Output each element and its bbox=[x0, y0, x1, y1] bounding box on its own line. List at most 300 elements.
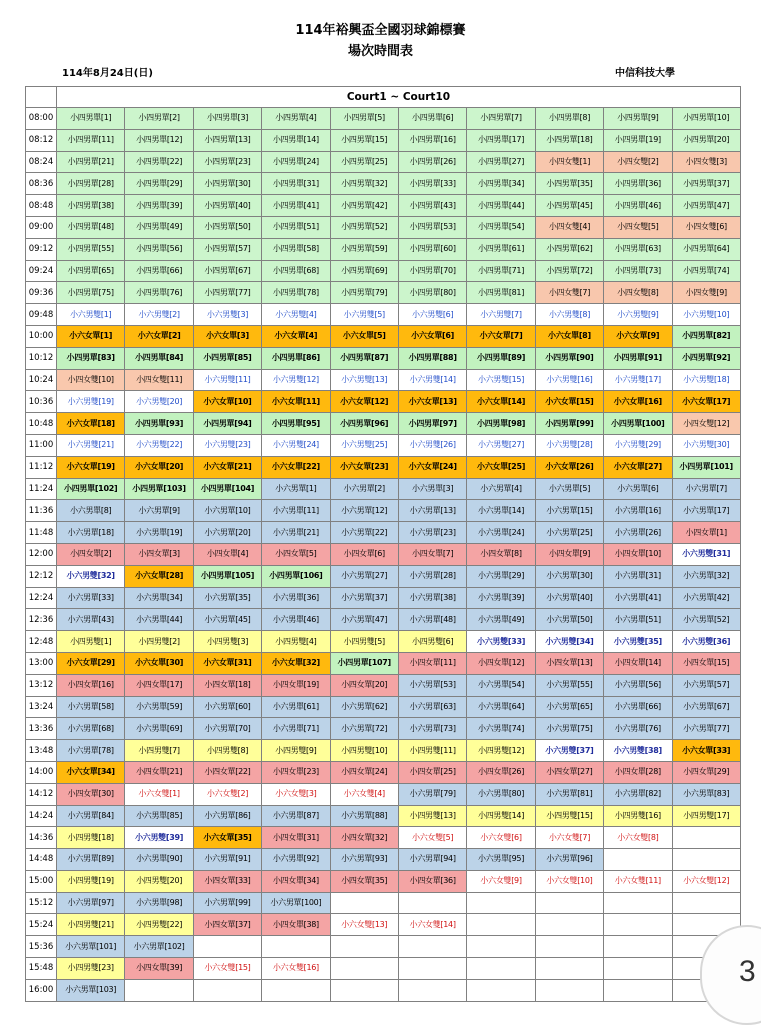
empty-cell bbox=[193, 979, 261, 1001]
time-slot: 08:24 bbox=[26, 151, 57, 173]
schedule-row bbox=[26, 522, 741, 544]
match-cell: 小四女單[10] bbox=[604, 543, 672, 565]
match-cell: 小四男單[37] bbox=[672, 173, 740, 195]
match-cell: 小六男單[34] bbox=[125, 587, 193, 609]
match-cell: 小四男雙[15] bbox=[535, 805, 603, 827]
match-cell: 小六女單[14] bbox=[467, 391, 535, 413]
match-cell: 小六男雙[1] bbox=[57, 304, 125, 326]
schedule-row bbox=[26, 849, 741, 871]
match-cell: 小四女雙[7] bbox=[535, 282, 603, 304]
empty-cell bbox=[330, 958, 398, 980]
match-cell: 小四男單[67] bbox=[193, 260, 261, 282]
match-cell: 小六男單[40] bbox=[535, 587, 603, 609]
match-cell: 小六男單[58] bbox=[57, 696, 125, 718]
empty-cell bbox=[398, 892, 466, 914]
time-slot: 11:36 bbox=[26, 500, 57, 522]
match-cell: 小六女雙[5] bbox=[398, 827, 466, 849]
match-cell: 小四男單[107] bbox=[330, 652, 398, 674]
match-cell: 小六女雙[16] bbox=[262, 958, 330, 980]
match-cell: 小四女單[2] bbox=[57, 543, 125, 565]
match-cell: 小四女單[36] bbox=[398, 870, 466, 892]
time-slot: 15:00 bbox=[26, 870, 57, 892]
match-cell: 小六男單[69] bbox=[125, 718, 193, 740]
match-cell: 小六男單[15] bbox=[535, 500, 603, 522]
match-cell: 小四男單[83] bbox=[57, 347, 125, 369]
schedule-row bbox=[26, 151, 741, 173]
page-number: 3 bbox=[739, 955, 756, 988]
match-cell: 小六男單[60] bbox=[193, 696, 261, 718]
match-cell: 小四男單[61] bbox=[467, 238, 535, 260]
match-cell: 小六男單[43] bbox=[57, 609, 125, 631]
match-cell: 小四男單[56] bbox=[125, 238, 193, 260]
match-cell: 小六女單[18] bbox=[57, 413, 125, 435]
match-cell: 小六男單[91] bbox=[193, 849, 261, 871]
schedule-row bbox=[26, 609, 741, 631]
match-cell: 小四男單[27] bbox=[467, 151, 535, 173]
match-cell: 小四男單[38] bbox=[57, 195, 125, 217]
match-cell: 小六女雙[2] bbox=[193, 783, 261, 805]
empty-cell bbox=[193, 936, 261, 958]
match-cell: 小六男單[8] bbox=[57, 500, 125, 522]
time-slot: 14:36 bbox=[26, 827, 57, 849]
match-cell: 小六女雙[13] bbox=[330, 914, 398, 936]
match-cell: 小四女單[32] bbox=[330, 827, 398, 849]
match-cell: 小六男雙[31] bbox=[672, 543, 740, 565]
match-cell: 小四男雙[21] bbox=[57, 914, 125, 936]
empty-cell bbox=[604, 892, 672, 914]
schedule-row bbox=[26, 195, 741, 217]
match-cell: 小四男單[85] bbox=[193, 347, 261, 369]
match-cell: 小四女單[31] bbox=[262, 827, 330, 849]
match-cell: 小六女單[15] bbox=[535, 391, 603, 413]
match-cell: 小六女單[27] bbox=[604, 456, 672, 478]
match-cell: 小四男單[52] bbox=[330, 216, 398, 238]
match-cell: 小四男單[23] bbox=[193, 151, 261, 173]
match-cell: 小四男單[49] bbox=[125, 216, 193, 238]
match-cell: 小六男單[96] bbox=[535, 849, 603, 871]
match-cell: 小四男單[95] bbox=[262, 413, 330, 435]
match-cell: 小四女單[38] bbox=[262, 914, 330, 936]
schedule-row bbox=[26, 740, 741, 762]
match-cell: 小四女雙[9] bbox=[672, 282, 740, 304]
match-cell: 小四男單[91] bbox=[604, 347, 672, 369]
match-cell: 小六男單[67] bbox=[672, 696, 740, 718]
match-cell: 小四女單[23] bbox=[262, 761, 330, 783]
match-cell: 小四男單[19] bbox=[604, 129, 672, 151]
empty-cell bbox=[398, 958, 466, 980]
match-cell: 小六男單[92] bbox=[262, 849, 330, 871]
match-cell: 小四男單[60] bbox=[398, 238, 466, 260]
match-cell: 小六男單[3] bbox=[398, 478, 466, 500]
match-cell: 小六男單[7] bbox=[672, 478, 740, 500]
match-cell: 小六男單[19] bbox=[125, 522, 193, 544]
match-cell: 小四男單[28] bbox=[57, 173, 125, 195]
match-cell: 小四男雙[18] bbox=[57, 827, 125, 849]
empty-cell bbox=[672, 892, 740, 914]
match-cell: 小六男單[98] bbox=[125, 892, 193, 914]
schedule-row bbox=[26, 347, 741, 369]
match-cell: 小六男單[38] bbox=[398, 587, 466, 609]
match-cell: 小四女單[39] bbox=[125, 958, 193, 980]
match-cell: 小四女單[3] bbox=[125, 543, 193, 565]
match-cell: 小六男單[29] bbox=[467, 565, 535, 587]
match-cell: 小四男單[97] bbox=[398, 413, 466, 435]
match-cell: 小六女單[24] bbox=[398, 456, 466, 478]
empty-cell bbox=[330, 892, 398, 914]
match-cell: 小四男單[53] bbox=[398, 216, 466, 238]
match-cell: 小六男單[46] bbox=[262, 609, 330, 631]
match-cell: 小六男單[54] bbox=[467, 674, 535, 696]
match-cell: 小六男單[32] bbox=[672, 565, 740, 587]
match-cell: 小六男單[6] bbox=[604, 478, 672, 500]
schedule-row bbox=[26, 304, 741, 326]
match-cell: 小六男雙[7] bbox=[467, 304, 535, 326]
match-cell: 小四女單[5] bbox=[262, 543, 330, 565]
match-cell: 小六女單[22] bbox=[262, 456, 330, 478]
time-slot: 08:00 bbox=[26, 108, 57, 130]
match-cell: 小四男單[21] bbox=[57, 151, 125, 173]
match-cell: 小六女單[6] bbox=[398, 325, 466, 347]
schedule-row bbox=[26, 369, 741, 391]
match-cell: 小六女單[5] bbox=[330, 325, 398, 347]
time-slot: 16:00 bbox=[26, 979, 57, 1001]
match-cell: 小四男單[72] bbox=[535, 260, 603, 282]
match-cell: 小四女單[12] bbox=[467, 652, 535, 674]
schedule-table bbox=[25, 86, 741, 1002]
match-cell: 小六男單[74] bbox=[467, 718, 535, 740]
match-cell: 小六男單[5] bbox=[535, 478, 603, 500]
match-cell: 小六男單[83] bbox=[672, 783, 740, 805]
match-cell: 小六男單[84] bbox=[57, 805, 125, 827]
match-cell: 小六男雙[17] bbox=[604, 369, 672, 391]
match-cell: 小六男雙[11] bbox=[193, 369, 261, 391]
time-slot: 11:24 bbox=[26, 478, 57, 500]
empty-cell bbox=[535, 936, 603, 958]
time-slot: 13:12 bbox=[26, 674, 57, 696]
match-cell: 小四男單[98] bbox=[467, 413, 535, 435]
match-cell: 小四男單[8] bbox=[535, 108, 603, 130]
match-cell: 小四男單[50] bbox=[193, 216, 261, 238]
time-slot: 11:48 bbox=[26, 522, 57, 544]
time-slot: 08:12 bbox=[26, 129, 57, 151]
match-cell: 小四女雙[12] bbox=[672, 413, 740, 435]
match-cell: 小六男雙[34] bbox=[535, 631, 603, 653]
schedule-row bbox=[26, 391, 741, 413]
match-cell: 小六女雙[9] bbox=[467, 870, 535, 892]
match-cell: 小六女單[7] bbox=[467, 325, 535, 347]
match-cell: 小四男單[9] bbox=[604, 108, 672, 130]
match-cell: 小四男單[82] bbox=[672, 325, 740, 347]
match-cell: 小六男雙[12] bbox=[262, 369, 330, 391]
empty-cell bbox=[262, 936, 330, 958]
empty-cell bbox=[262, 979, 330, 1001]
venue-name: 中信科技大學 bbox=[615, 68, 675, 79]
schedule-row bbox=[26, 500, 741, 522]
match-cell: 小四男單[33] bbox=[398, 173, 466, 195]
schedule-row bbox=[26, 674, 741, 696]
match-cell: 小六女單[12] bbox=[330, 391, 398, 413]
match-cell: 小六女單[1] bbox=[57, 325, 125, 347]
match-cell: 小六男雙[9] bbox=[604, 304, 672, 326]
schedule-row bbox=[26, 652, 741, 674]
time-slot: 10:36 bbox=[26, 391, 57, 413]
match-cell: 小四女單[26] bbox=[467, 761, 535, 783]
match-cell: 小六女雙[8] bbox=[604, 827, 672, 849]
match-cell: 小六男雙[33] bbox=[467, 631, 535, 653]
match-cell: 小六男雙[18] bbox=[672, 369, 740, 391]
match-cell: 小四男單[89] bbox=[467, 347, 535, 369]
match-cell: 小六女單[28] bbox=[125, 565, 193, 587]
match-cell: 小六男單[62] bbox=[330, 696, 398, 718]
match-cell: 小四女單[29] bbox=[672, 761, 740, 783]
match-cell: 小四男單[74] bbox=[672, 260, 740, 282]
match-cell: 小四女單[7] bbox=[398, 543, 466, 565]
match-cell: 小四男雙[19] bbox=[57, 870, 125, 892]
match-cell: 小六男單[36] bbox=[262, 587, 330, 609]
match-cell: 小六女單[29] bbox=[57, 652, 125, 674]
match-cell: 小六男單[68] bbox=[57, 718, 125, 740]
match-cell: 小四男單[92] bbox=[672, 347, 740, 369]
match-cell: 小六女單[26] bbox=[535, 456, 603, 478]
time-slot: 13:36 bbox=[26, 718, 57, 740]
match-cell: 小四女單[8] bbox=[467, 543, 535, 565]
event-date: 114年8月24日(日) bbox=[62, 68, 153, 79]
match-cell: 小六男雙[16] bbox=[535, 369, 603, 391]
match-cell: 小四女單[37] bbox=[193, 914, 261, 936]
match-cell: 小四男單[29] bbox=[125, 173, 193, 195]
match-cell: 小四女單[16] bbox=[57, 674, 125, 696]
schedule-row bbox=[26, 587, 741, 609]
match-cell: 小六男雙[38] bbox=[604, 740, 672, 762]
match-cell: 小六男單[65] bbox=[535, 696, 603, 718]
empty-cell bbox=[467, 979, 535, 1001]
match-cell: 小四男雙[10] bbox=[330, 740, 398, 762]
match-cell: 小四女雙[4] bbox=[535, 216, 603, 238]
match-cell: 小六男單[72] bbox=[330, 718, 398, 740]
match-cell: 小四男單[75] bbox=[57, 282, 125, 304]
schedule-row bbox=[26, 434, 741, 456]
match-cell: 小六女單[2] bbox=[125, 325, 193, 347]
match-cell: 小四男雙[22] bbox=[125, 914, 193, 936]
match-cell: 小六女單[33] bbox=[672, 740, 740, 762]
match-cell: 小四女單[1] bbox=[672, 522, 740, 544]
match-cell: 小六男單[97] bbox=[57, 892, 125, 914]
match-cell: 小六男單[88] bbox=[330, 805, 398, 827]
match-cell: 小四女單[24] bbox=[330, 761, 398, 783]
match-cell: 小四男單[40] bbox=[193, 195, 261, 217]
match-cell: 小六男單[37] bbox=[330, 587, 398, 609]
empty-cell bbox=[672, 849, 740, 871]
match-cell: 小四男單[15] bbox=[330, 129, 398, 151]
match-cell: 小四女雙[2] bbox=[604, 151, 672, 173]
schedule-row bbox=[26, 173, 741, 195]
match-cell: 小四男單[47] bbox=[672, 195, 740, 217]
match-cell: 小六女單[35] bbox=[193, 827, 261, 849]
match-cell: 小四男單[44] bbox=[467, 195, 535, 217]
time-slot: 15:12 bbox=[26, 892, 57, 914]
time-slot: 09:12 bbox=[26, 238, 57, 260]
match-cell: 小六女雙[4] bbox=[330, 783, 398, 805]
match-cell: 小六男單[71] bbox=[262, 718, 330, 740]
match-cell: 小四男單[36] bbox=[604, 173, 672, 195]
match-cell: 小四男單[77] bbox=[193, 282, 261, 304]
match-cell: 小四男單[70] bbox=[398, 260, 466, 282]
match-cell: 小六男單[56] bbox=[604, 674, 672, 696]
empty-cell bbox=[604, 914, 672, 936]
match-cell: 小四男雙[20] bbox=[125, 870, 193, 892]
match-cell: 小四男單[5] bbox=[330, 108, 398, 130]
match-cell: 小四男單[46] bbox=[604, 195, 672, 217]
match-cell: 小四男單[73] bbox=[604, 260, 672, 282]
match-cell: 小六女雙[12] bbox=[672, 870, 740, 892]
empty-cell bbox=[467, 958, 535, 980]
page-subtitle: 場次時間表 bbox=[347, 44, 413, 59]
empty-cell bbox=[398, 979, 466, 1001]
match-cell: 小四女單[15] bbox=[672, 652, 740, 674]
match-cell: 小四女單[28] bbox=[604, 761, 672, 783]
match-cell: 小四男雙[6] bbox=[398, 631, 466, 653]
match-cell: 小四男雙[14] bbox=[467, 805, 535, 827]
match-cell: 小四男單[71] bbox=[467, 260, 535, 282]
match-cell: 小四男單[78] bbox=[262, 282, 330, 304]
time-slot: 12:12 bbox=[26, 565, 57, 587]
match-cell: 小四男單[106] bbox=[262, 565, 330, 587]
match-cell: 小六女單[13] bbox=[398, 391, 466, 413]
match-cell: 小四男單[79] bbox=[330, 282, 398, 304]
match-cell: 小六女雙[3] bbox=[262, 783, 330, 805]
time-slot: 11:12 bbox=[26, 456, 57, 478]
schedule-row bbox=[26, 282, 741, 304]
match-cell: 小六男單[35] bbox=[193, 587, 261, 609]
schedule-row bbox=[26, 478, 741, 500]
match-cell: 小六男單[4] bbox=[467, 478, 535, 500]
match-cell: 小六男單[47] bbox=[330, 609, 398, 631]
match-cell: 小六女單[17] bbox=[672, 391, 740, 413]
match-cell: 小六男單[93] bbox=[330, 849, 398, 871]
match-cell: 小四男單[11] bbox=[57, 129, 125, 151]
time-slot: 14:48 bbox=[26, 849, 57, 871]
match-cell: 小四男單[17] bbox=[467, 129, 535, 151]
match-cell: 小四女單[13] bbox=[535, 652, 603, 674]
match-cell: 小六男單[21] bbox=[262, 522, 330, 544]
match-cell: 小四男雙[23] bbox=[57, 958, 125, 980]
schedule-row bbox=[26, 456, 741, 478]
match-cell: 小六男雙[10] bbox=[672, 304, 740, 326]
match-cell: 小四女單[35] bbox=[330, 870, 398, 892]
match-cell: 小六男單[75] bbox=[535, 718, 603, 740]
match-cell: 小四男單[81] bbox=[467, 282, 535, 304]
match-cell: 小六男單[57] bbox=[672, 674, 740, 696]
time-slot: 10:12 bbox=[26, 347, 57, 369]
match-cell: 小六女雙[10] bbox=[535, 870, 603, 892]
match-cell: 小四男單[100] bbox=[604, 413, 672, 435]
match-cell: 小六男單[76] bbox=[604, 718, 672, 740]
match-cell: 小四男雙[12] bbox=[467, 740, 535, 762]
match-cell: 小四男單[76] bbox=[125, 282, 193, 304]
match-cell: 小六男雙[20] bbox=[125, 391, 193, 413]
match-cell: 小四男單[16] bbox=[398, 129, 466, 151]
match-cell: 小六男雙[22] bbox=[125, 434, 193, 456]
match-cell: 小六男單[66] bbox=[604, 696, 672, 718]
match-cell: 小六男單[23] bbox=[398, 522, 466, 544]
empty-cell bbox=[467, 936, 535, 958]
match-cell: 小六男單[99] bbox=[193, 892, 261, 914]
match-cell: 小四男雙[13] bbox=[398, 805, 466, 827]
match-cell: 小四男單[55] bbox=[57, 238, 125, 260]
match-cell: 小四男雙[4] bbox=[262, 631, 330, 653]
match-cell: 小六男單[11] bbox=[262, 500, 330, 522]
match-cell: 小四男單[45] bbox=[535, 195, 603, 217]
match-cell: 小四女雙[5] bbox=[604, 216, 672, 238]
match-cell: 小六男單[17] bbox=[672, 500, 740, 522]
match-cell: 小六男單[95] bbox=[467, 849, 535, 871]
time-slot: 09:48 bbox=[26, 304, 57, 326]
schedule-row bbox=[26, 260, 741, 282]
time-slot: 13:00 bbox=[26, 652, 57, 674]
match-cell: 小四男單[34] bbox=[467, 173, 535, 195]
match-cell: 小四男單[103] bbox=[125, 478, 193, 500]
match-cell: 小四男雙[8] bbox=[193, 740, 261, 762]
match-cell: 小六男單[100] bbox=[262, 892, 330, 914]
match-cell: 小六男單[44] bbox=[125, 609, 193, 631]
match-cell: 小四男單[65] bbox=[57, 260, 125, 282]
empty-cell bbox=[604, 958, 672, 980]
schedule-body bbox=[26, 108, 741, 1002]
match-cell: 小四男單[2] bbox=[125, 108, 193, 130]
match-cell: 小四男雙[16] bbox=[604, 805, 672, 827]
match-cell: 小六女雙[11] bbox=[604, 870, 672, 892]
time-slot: 12:00 bbox=[26, 543, 57, 565]
match-cell: 小六男單[30] bbox=[535, 565, 603, 587]
empty-cell bbox=[535, 958, 603, 980]
match-cell: 小四男單[58] bbox=[262, 238, 330, 260]
match-cell: 小六女雙[15] bbox=[193, 958, 261, 980]
match-cell: 小六男單[70] bbox=[193, 718, 261, 740]
match-cell: 小六男單[48] bbox=[398, 609, 466, 631]
match-cell: 小六男雙[36] bbox=[672, 631, 740, 653]
match-cell: 小六男雙[37] bbox=[535, 740, 603, 762]
match-cell: 小四男單[6] bbox=[398, 108, 466, 130]
match-cell: 小六男雙[14] bbox=[398, 369, 466, 391]
match-cell: 小四女雙[3] bbox=[672, 151, 740, 173]
match-cell: 小六男單[52] bbox=[672, 609, 740, 631]
time-slot: 09:36 bbox=[26, 282, 57, 304]
match-cell: 小六男單[89] bbox=[57, 849, 125, 871]
match-cell: 小六女雙[14] bbox=[398, 914, 466, 936]
match-cell: 小六女單[4] bbox=[262, 325, 330, 347]
match-cell: 小六女單[19] bbox=[57, 456, 125, 478]
match-cell: 小六男單[59] bbox=[125, 696, 193, 718]
match-cell: 小四女雙[6] bbox=[672, 216, 740, 238]
match-cell: 小四男單[102] bbox=[57, 478, 125, 500]
match-cell: 小六男單[20] bbox=[193, 522, 261, 544]
schedule-row bbox=[26, 936, 741, 958]
match-cell: 小四男單[68] bbox=[262, 260, 330, 282]
match-cell: 小四男單[41] bbox=[262, 195, 330, 217]
match-cell: 小六男雙[3] bbox=[193, 304, 261, 326]
empty-cell bbox=[672, 827, 740, 849]
match-cell: 小四男單[51] bbox=[262, 216, 330, 238]
match-cell: 小六女單[21] bbox=[193, 456, 261, 478]
match-cell: 小六男單[25] bbox=[535, 522, 603, 544]
time-slot: 14:00 bbox=[26, 761, 57, 783]
time-slot: 10:24 bbox=[26, 369, 57, 391]
match-cell: 小四男單[94] bbox=[193, 413, 261, 435]
match-cell: 小六男單[26] bbox=[604, 522, 672, 544]
match-cell: 小四男單[90] bbox=[535, 347, 603, 369]
schedule-row bbox=[26, 783, 741, 805]
empty-cell bbox=[467, 892, 535, 914]
